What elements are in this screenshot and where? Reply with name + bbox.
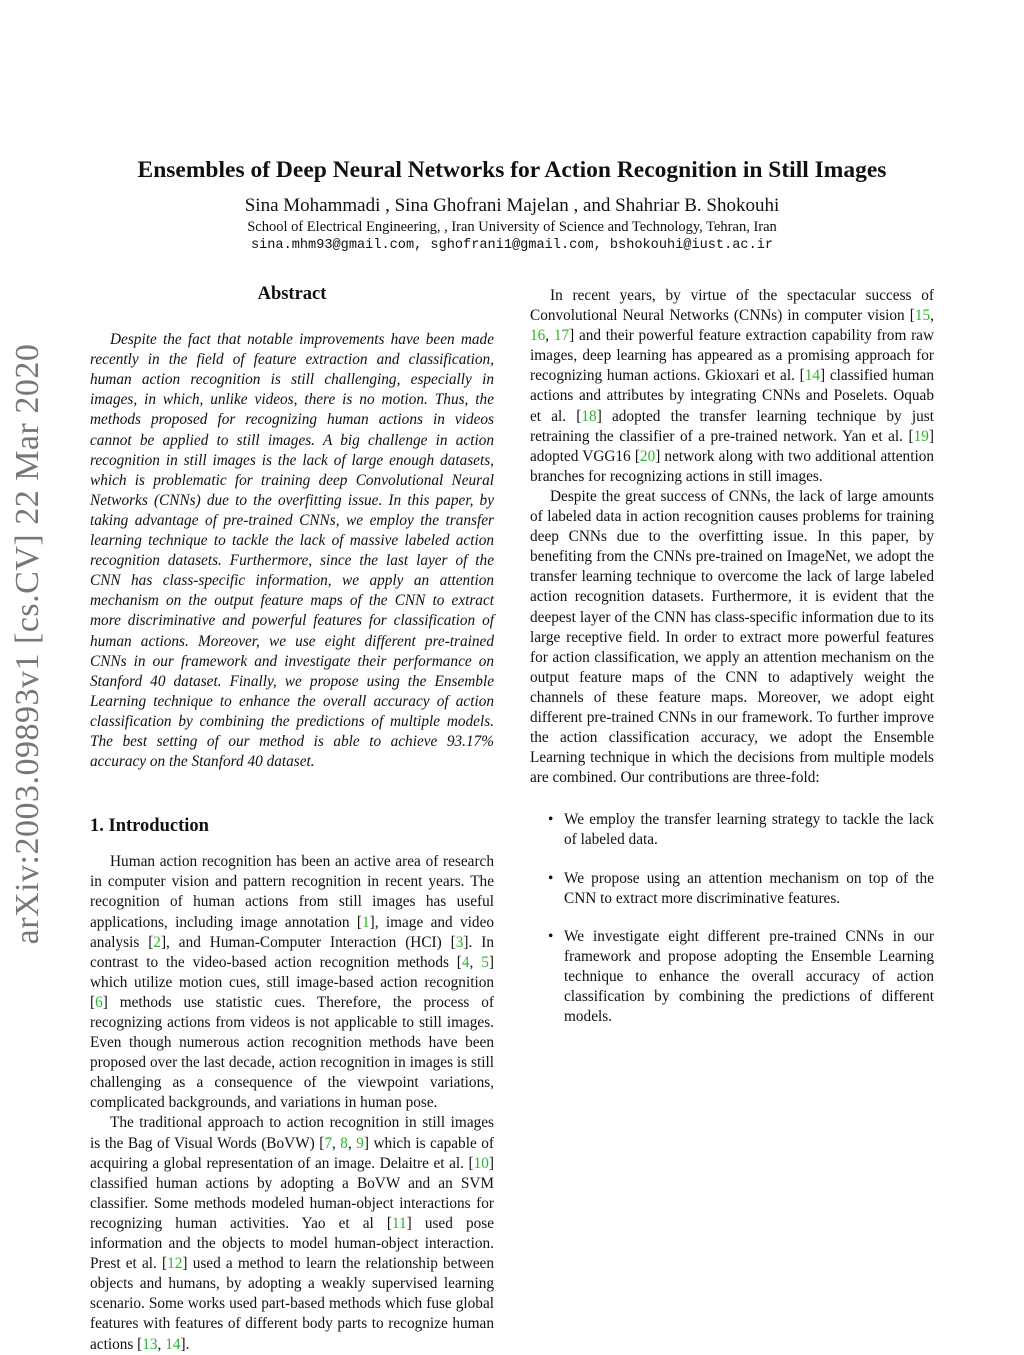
bullet-icon: •: [548, 811, 554, 829]
citation-link[interactable]: 2: [153, 933, 161, 951]
citation-link[interactable]: 7: [324, 1134, 332, 1152]
citation-link[interactable]: 14: [165, 1335, 181, 1353]
paper-title: Ensembles of Deep Neural Networks for Action Recognition in Still Images: [137, 157, 887, 183]
citation-link[interactable]: 9: [356, 1134, 364, 1152]
paper-emails: sina.mhm93@gmail.com, sghofrani1@gmail.com, bshokouhi@iust.ac.ir: [250, 238, 774, 253]
citation-link[interactable]: 4: [461, 953, 470, 971]
right-column: [530, 286, 934, 1045]
contribution-item: • We investigate eight different pre-trained CNNs in our framework and propose adopting the Ensemble Learning technique to enhance the overall accuracy of action classification by combining the predictions of different models.: [548, 927, 934, 1026]
citation-link[interactable]: 13: [142, 1335, 158, 1353]
citation-link[interactable]: 18: [581, 407, 597, 425]
citation-link[interactable]: 8: [340, 1134, 348, 1152]
intro-paragraph-1: Human action recognition has been an active area of research in computer vision and pattern recognition in recent years. The recognition of human actions from still images has useful applications, including image annotation [1], image and video analysis [2], and Human-Computer Interaction (HCI) [3]. In contrast to the video-based action recognition methods [4, 5] which utilize motion cues, still image-based action recognition [6] methods use statistic cues. Therefore, the process of recognizing actions from videos is not applicable to still images. Even though numerous action recognition methods have been proposed over the last decade, action recognition in images is still challenging as a consequence of the viewpoint variations, complicated backgrounds, and variations in human pose.: [90, 853, 495, 1112]
bullet-icon: •: [548, 869, 554, 887]
citation-link[interactable]: 11: [391, 1214, 407, 1232]
contribution-item: • We propose using an attention mechanism on top of the CNN to extract more discriminative features.: [548, 869, 934, 907]
citation-link[interactable]: 5: [481, 953, 489, 971]
citation-link[interactable]: 16: [530, 327, 546, 345]
citation-link[interactable]: 1: [361, 913, 370, 931]
citation-link[interactable]: 10: [473, 1154, 489, 1172]
paper-affiliation: School of Electrical Engineering, , Iran University of Science and Technology, Tehran, Iran: [247, 219, 777, 235]
citation-link[interactable]: 12: [167, 1255, 183, 1273]
abstract-heading: Abstract: [257, 284, 327, 304]
contributions-list: [530, 810, 934, 1027]
intro-paragraph-3: In recent years, by virtue of the spectacular success of Convolutional Neural Networks (CNNs) in computer vision [15, 16, 17] and their powerful feature extraction capability from raw images, deep learning has appeared as a promising approach for recognizing human actions. Gkioxari et al. [14] classified human actions and attributes by integrating CNNs and Poselets. Oquab et al. [18] adopted the transfer learning technique by just retraining the classifier of a pre-trained network. Yan et al. [19] adopted VGG16 [20] network along with two additional attention branches for recognizing actions in still images.: [530, 287, 934, 485]
citation-link[interactable]: 3: [455, 933, 464, 951]
citation-link[interactable]: 20: [639, 447, 656, 465]
bullet-icon: •: [548, 927, 554, 945]
introduction-heading: 1. Introduction: [90, 816, 209, 837]
citation-link[interactable]: 6: [95, 993, 103, 1011]
intro-paragraph-4: Despite the great success of CNNs, the lack of large amounts of labeled data in action recognition causes problems for training deep CNNs due to the overfitting issue. In this paper, by benefiting from the CNNs pre-trained on ImageNet, we adopt the transfer learning technique to overcome the lack of large labeled action recognition datasets. Furthermore, it is evident that the deepest layer of the CNN has class-specific information due to its large receptive field. In order to extract more powerful features for action classification, we apply an attention mechanism on the output feature maps of the CNN to adaptively weight the channels of these feature maps. Moreover, we adopt eight different pre-trained CNNs in our framework. To further improve the action classification accuracy, we adopt the Ensemble Learning technique in which the decisions from multiple models are combined. Our contributions are three-fold:: [530, 487, 934, 787]
citation-link[interactable]: 14: [804, 367, 821, 385]
citation-link[interactable]: 19: [913, 427, 929, 445]
contribution-item: • We employ the transfer learning strategy to tackle the lack of labeled data.: [548, 811, 934, 849]
left-column: [90, 284, 494, 1355]
intro-paragraph-2: The traditional approach to action recognition in still images is the Bag of Visual Words (BoVW) [7, 8, 9] which is capable of acquiring a global representation of an image. Delaitre et al. [10] classified human actions by adopting a BoVW and an SVM classifier. Some methods modeled human-object interactions for recognizing human activities. Yao et al [11] used pose information and the objects to model human-object interaction. Prest et al. [12] used a method to learn the relationship between objects and humans, by adopting a weakly supervised learning scenario. Some works used part-based methods which fuse global features with features of different body parts to recognize human actions [13, 14].: [90, 1114, 494, 1353]
arxiv-identifier-stamp: arXiv:2003.09893v1 [cs.CV] 22 Mar 2020: [9, 343, 46, 945]
abstract-text: Despite the fact that notable improvements have been made recently in the field of feature extraction and classification, human action recognition is still challenging, especially in images, in which, unlike videos, there is no motion. Thus, the methods proposed for recognizing human actions in videos cannot be applied to still images. A big challenge in action recognition in still images is the lack of large enough datasets, which is problematic for training deep Convolutional Neural Networks (CNNs) due to the overfitting issue. In this paper, by taking advantage of pre-trained CNNs, we employ the transfer learning technique to tackle the lack of massive labeled action recognition datasets. Furthermore, since the last layer of the CNN has class-specific information, we apply an attention mechanism on the output feature maps of the CNN to extract more discriminative and powerful features for classification of human actions. Moreover, we use eight different pre-trained CNNs in our framework and investigate their performance on Stanford 40 dataset. Finally, we propose using the Ensemble Learning technique to enhance the overall accuracy of action classification by combining the predictions of multiple models. The best setting of our method is able to achieve 93.17% accuracy on the Stanford 40 dataset.: [90, 331, 494, 771]
citation-link[interactable]: 15: [914, 307, 931, 325]
paper-authors: Sina Mohammadi , Sina Ghofrani Majelan , and Shahriar B. Shokouhi: [244, 195, 780, 216]
citation-link[interactable]: 17: [553, 327, 570, 345]
